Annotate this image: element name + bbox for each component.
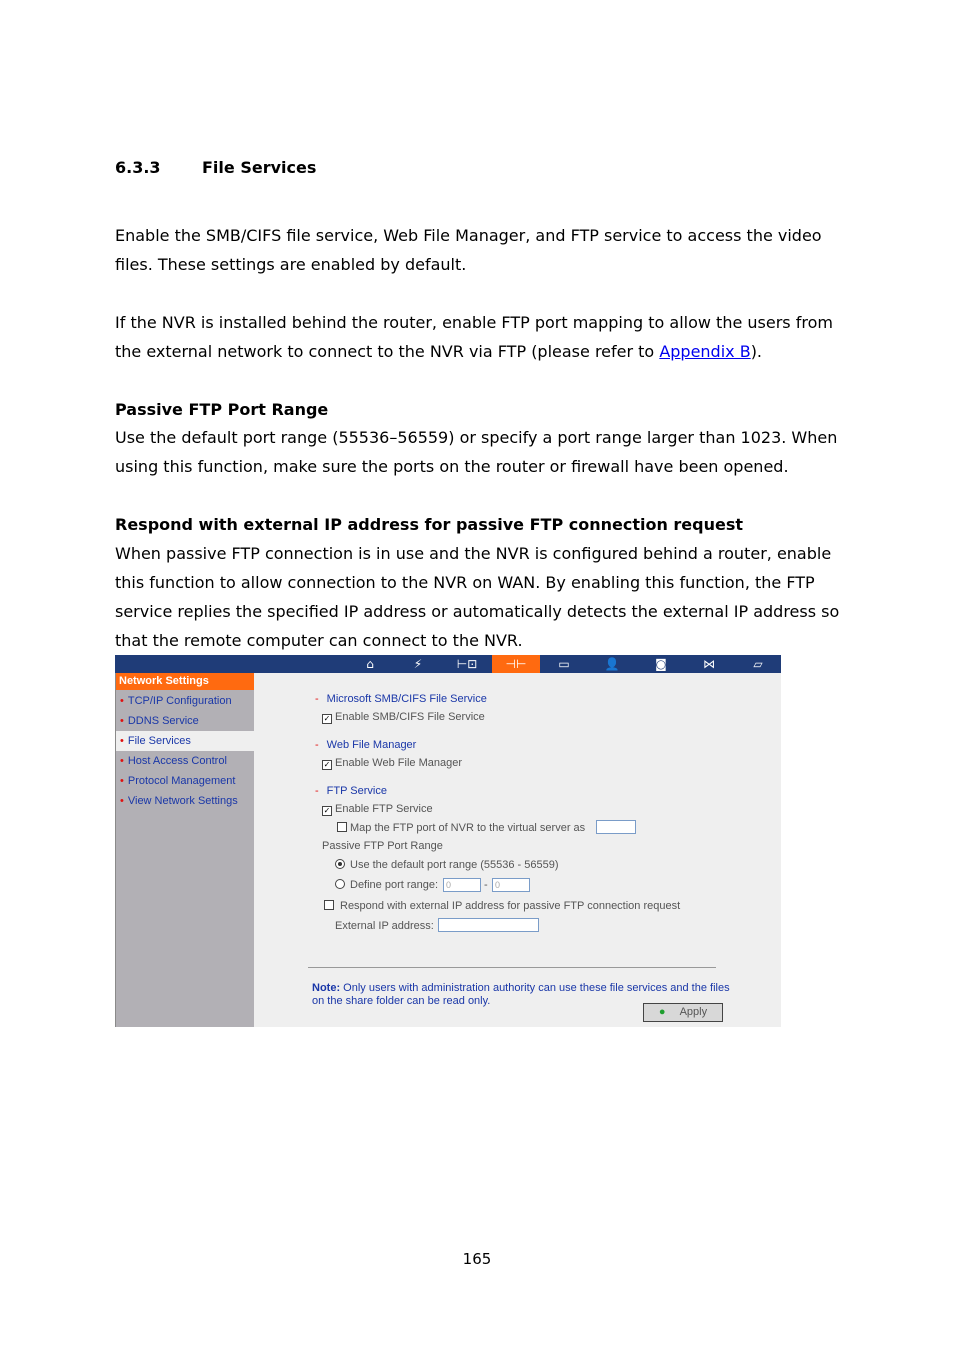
wfm-enable-row [322, 757, 462, 770]
ftp-enable-row [322, 803, 433, 816]
smb-enable-checkbox[interactable]: ✓ [323, 714, 331, 723]
sidebar [115, 673, 254, 1027]
router-paragraph [115, 308, 845, 366]
range-to-input[interactable]: 0 [492, 878, 530, 892]
wfm-title-text: Web File Manager [326, 739, 417, 751]
users-icon[interactable]: 👤 [604, 657, 620, 671]
system-icon[interactable]: ⊢⊡ [456, 657, 478, 671]
apply-button-label: Apply [679, 1006, 708, 1018]
ftp-enable-label: Enable FTP Service [335, 803, 433, 815]
define-range-row [335, 879, 438, 891]
respond-heading: Respond with external IP address for passive FTP connection request [115, 515, 744, 534]
page-number: 165 [462, 1250, 492, 1268]
smb-enable-row [322, 711, 485, 724]
sidebar-item-protocol[interactable] [116, 771, 255, 791]
sidebar-item-label: DDNS Service [127, 715, 199, 727]
sidebar-item-tcpip[interactable] [116, 691, 255, 711]
ftp-enable-checkbox[interactable]: ✓ [323, 806, 331, 815]
network-icon[interactable]: ⚡ [413, 657, 423, 671]
sidebar-item-label: Protocol Management [127, 775, 236, 787]
ftp-map-checkbox[interactable] [337, 822, 347, 832]
wfm-enable-checkbox[interactable]: ✓ [323, 760, 331, 769]
sidebar-item-host-access[interactable] [116, 751, 255, 771]
router-paragraph-end: ). [750, 342, 763, 361]
smb-enable-label: Enable SMB/CIFS File Service [335, 711, 485, 723]
sidebar-item-file-services[interactable] [116, 731, 255, 751]
top-navigation-bar [115, 655, 781, 673]
passive-ftp-heading: Passive FTP Port Range [115, 400, 329, 419]
dash-icon: - [315, 785, 319, 797]
bullet-icon: ● [658, 1006, 666, 1018]
external-ip-label: External IP address: [335, 920, 434, 932]
intro-paragraph: Enable the SMB/CIFS file service, Web File Manager, and FTP service to access the video files. These settings are enabled by default. [115, 226, 822, 274]
bullet-icon: • [120, 795, 124, 807]
default-range-row [335, 859, 559, 871]
apply-button[interactable] [643, 1003, 723, 1022]
wfm-section-title [315, 739, 416, 751]
section-title: File Services [202, 158, 317, 177]
appendix-b-link[interactable]: Appendix B [659, 342, 751, 361]
tools-icon[interactable]: ⋈ [703, 657, 715, 671]
logout-icon[interactable]: ▱ [753, 657, 763, 671]
bullet-icon: • [120, 695, 124, 707]
ftp-map-row [337, 822, 585, 834]
external-ip-input[interactable] [438, 918, 539, 932]
section-number: 6.3.3 [115, 158, 161, 177]
define-range-radio[interactable] [335, 879, 345, 889]
ftp-section-title [315, 785, 387, 797]
wfm-enable-label: Enable Web File Manager [335, 757, 462, 769]
dash-icon: - [315, 739, 319, 751]
respond-label: Respond with external IP address for passive FTP connection request [340, 900, 681, 912]
storage-icon[interactable]: ▭ [558, 657, 570, 671]
note-body: Only users with administration authority can use these file services and the files on the share folder can be read only. [312, 982, 730, 1007]
router-paragraph-text: If the NVR is installed behind the router, enable FTP port mapping to allow the users from the external network to connect to the NVR via FTP (please refer to [115, 313, 833, 361]
smb-section-title [315, 693, 487, 705]
sidebar-item-view-network[interactable] [116, 791, 255, 811]
default-range-radio[interactable] [335, 859, 345, 869]
range-separator: - [484, 879, 488, 891]
bullet-icon: • [120, 755, 124, 767]
sidebar-item-label: TCP/IP Configuration [127, 695, 232, 707]
passive-ftp-paragraph: Use the default port range (55536–56559) or specify a port range larger than 1023. When using this function, make sure the ports on the router or firewall have been opened. [115, 428, 838, 476]
camera-icon[interactable]: ◙ [655, 657, 667, 671]
respond-row [324, 900, 680, 912]
dash-icon: - [315, 693, 319, 705]
sidebar-item-label: File Services [127, 735, 191, 747]
bullet-icon: • [120, 715, 124, 727]
note-label: Note: [312, 982, 341, 994]
sidebar-item-label: View Network Settings [127, 795, 238, 807]
define-range-label: Define port range: [350, 879, 439, 891]
separator-line [308, 967, 716, 968]
ftp-title-text: FTP Service [326, 785, 387, 797]
file-services-screenshot [115, 655, 781, 1027]
sidebar-item-label: Host Access Control [127, 755, 227, 767]
main-panel [254, 673, 781, 1027]
home-icon[interactable]: ⌂ [366, 657, 374, 671]
respond-paragraph: When passive FTP connection is in use and the NVR is configured behind a router, enable this function to allow connection to the NVR on WAN. By enabling this function, the FTP service replies the specified IP address or automatically detects the external IP address so that the remote computer can connect to the NVR. [115, 544, 840, 650]
ftp-map-label: Map the FTP port of NVR to the virtual server as [350, 822, 586, 834]
virtual-server-input[interactable] [596, 820, 636, 834]
bullet-icon: • [120, 775, 124, 787]
sidebar-item-ddns[interactable] [116, 711, 255, 731]
passive-range-label: Passive FTP Port Range [322, 840, 443, 852]
settings-icon[interactable]: ⊣⊢ [492, 655, 540, 673]
sidebar-title: Network Settings [116, 673, 255, 690]
bullet-icon: • [120, 735, 124, 747]
range-from-input[interactable]: 0 [443, 878, 481, 892]
default-range-label: Use the default port range (55536 - 56559) [350, 859, 559, 871]
respond-checkbox[interactable] [324, 900, 334, 910]
smb-title-text: Microsoft SMB/CIFS File Service [326, 693, 487, 705]
